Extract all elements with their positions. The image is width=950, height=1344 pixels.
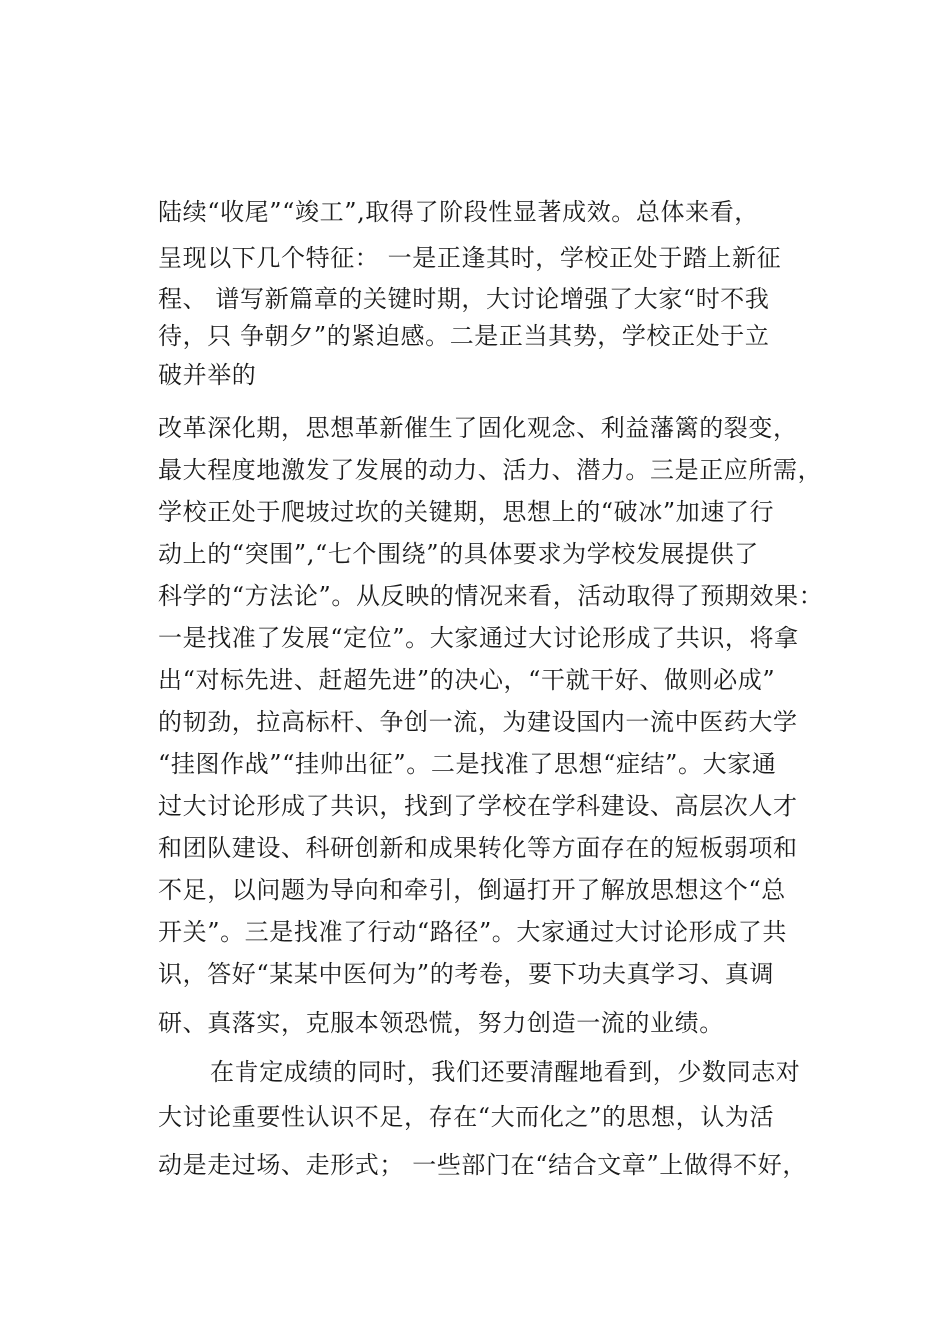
text-line: 最大程度地激发了发展的动力、活力、潜力。三是正应所需，	[158, 456, 823, 484]
text-line: 破并举的	[158, 361, 257, 389]
text-line: 程、 谱写新篇章的关键时期，大讨论增强了大家“时不我	[158, 285, 770, 313]
text-line: 大讨论重要性认识不足，存在“大而化之”的思想，认为活	[158, 1103, 775, 1131]
text-line: 陆续“收尾”“竣工”,取得了阶段性显著成效。总体来看，	[158, 198, 759, 226]
text-line: 的韧劲，拉高标杆、争创一流，为建设国内一流中医药大学	[158, 708, 798, 736]
text-line: 改革深化期，思想革新催生了固化观念、利益藩篱的裂变，	[158, 414, 798, 442]
text-line: 动上的“突围”,“七个围绕”的具体要求为学校发展提供了	[158, 540, 759, 568]
text-line: 识，答好“某某中医何为”的考卷，要下功夫真学习、真调	[158, 960, 775, 988]
text-line: 动是走过场、走形式； 一些部门在“结合文章”上做得不好，	[158, 1151, 807, 1179]
text-line: 学校正处于爬坡过坎的关键期，思想上的“破冰”加速了行	[158, 498, 775, 526]
text-line: 出“对标先进、赶超先进”的决心，“干就干好、做则必成”	[158, 666, 776, 694]
text-line: 待，只 争朝夕”的紧迫感。二是正当其势，学校正处于立	[158, 322, 770, 350]
text-line: 开关”。三是找准了行动“路径”。大家通过大讨论形成了共	[158, 918, 788, 946]
text-line: 一是找准了发展“定位”。大家通过大讨论形成了共识，将拿	[158, 624, 799, 652]
text-line: 和团队建设、科研创新和成果转化等方面存在的短板弱项和	[158, 834, 798, 862]
text-line: 科学的“方法论”。从反映的情况来看，活动取得了预期效果：	[158, 582, 824, 610]
text-line: 过大讨论形成了共识，找到了学校在学科建设、高层次人才	[158, 792, 798, 820]
text-line: 研、真落实，克服本领恐慌，努力创造一流的业绩。	[158, 1009, 724, 1037]
text-line: 不足，以问题为导向和牵引，倒逼打开了解放思想这个“总	[158, 876, 786, 904]
paragraph-first-line: 在肯定成绩的同时，我们还要清醒地看到，少数同志对	[210, 1058, 801, 1086]
text-line: 呈现以下几个特征： 一是正逢其时，学校正处于踏上新征	[158, 244, 782, 272]
text-line: “挂图作战”“挂帅出征”。二是找准了思想“症结”。大家通	[158, 750, 777, 778]
